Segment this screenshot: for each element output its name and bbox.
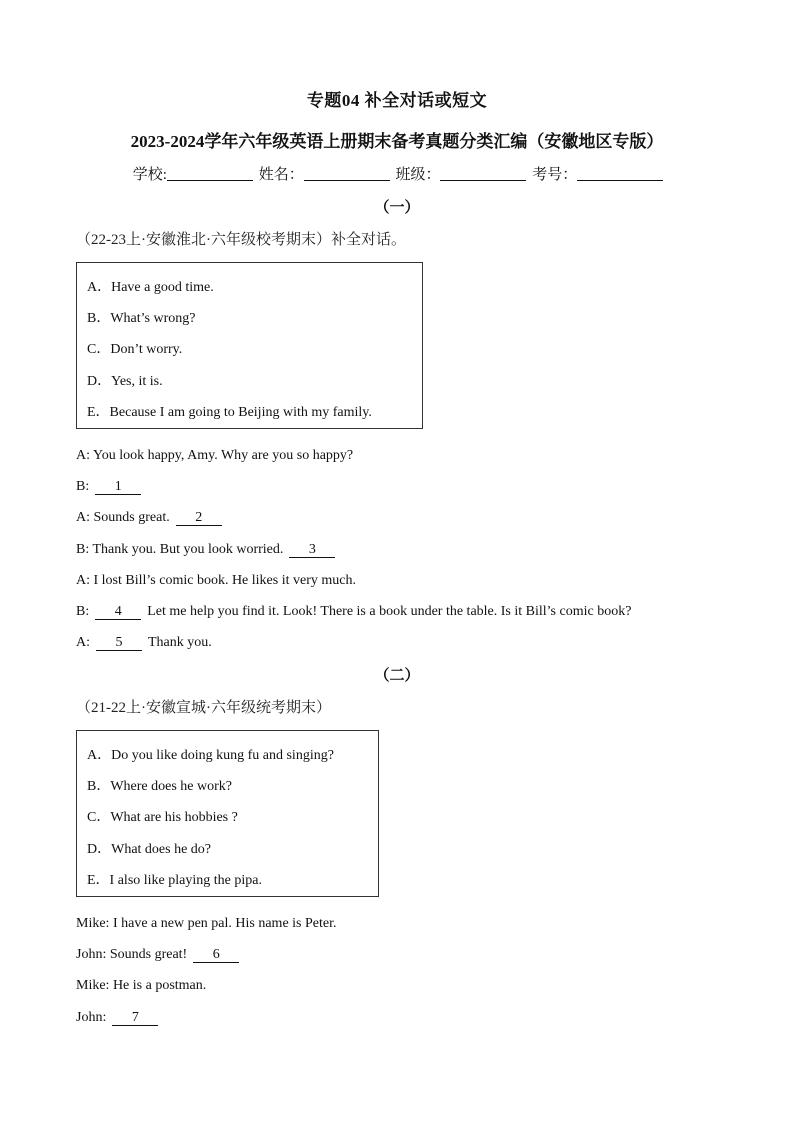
- answer-blank-7[interactable]: 7: [112, 1010, 158, 1026]
- option-b: B．What’s wrong?: [87, 311, 196, 326]
- class-label: 班级：: [395, 167, 441, 183]
- dialogue-line: B: 4 Let me help you find it. Look! There is a book under the table. Is it Bill’s comic book?: [76, 604, 632, 619]
- options-box-2: [76, 730, 379, 897]
- option-e: E．Because I am going to Beijing with my family.: [87, 405, 372, 420]
- name-blank[interactable]: [304, 166, 390, 181]
- dialogue-line: A: You look happy, Amy. Why are you so happy?: [76, 448, 354, 463]
- page-subtitle: 2023-2024学年六年级英语上册期末备考真题分类汇编（安徽地区专版）: [130, 132, 664, 151]
- dialogue-line: Mike: I have a new pen pal. His name is Peter.: [76, 916, 337, 931]
- dialogue-line: A: Sounds great. 2: [76, 510, 228, 526]
- section-heading-1: （一）: [374, 200, 420, 216]
- option-c: C．Don’t worry.: [87, 342, 183, 357]
- answer-blank-5[interactable]: 5: [96, 635, 142, 651]
- class-blank[interactable]: [440, 166, 526, 181]
- answer-blank-1[interactable]: 1: [95, 479, 141, 495]
- answer-blank-2[interactable]: 2: [176, 510, 222, 526]
- dialogue-line: John: 7: [76, 1010, 164, 1026]
- option-b: B．Where does he work?: [87, 779, 233, 794]
- answer-blank-6[interactable]: 6: [193, 947, 239, 963]
- dialogue-line: B: 1: [76, 479, 147, 495]
- options-box-1: [76, 262, 423, 429]
- exam-number-label: 考号：: [532, 167, 578, 183]
- option-c: C．What are his hobbies ?: [87, 810, 238, 825]
- student-info-line: [0, 163, 794, 184]
- answer-blank-4[interactable]: 4: [95, 604, 141, 620]
- dialogue-line: A: 5 Thank you.: [76, 635, 212, 650]
- option-a: A．Have a good time.: [87, 280, 214, 295]
- option-e: E．I also like playing the pipa.: [87, 873, 262, 888]
- section-source-1: （22-23上·安徽淮北·六年级校考期末）补全对话。: [76, 232, 406, 248]
- dialogue-line: B: Thank you. But you look worried. 3: [76, 542, 341, 558]
- exam-number-blank[interactable]: [577, 166, 663, 181]
- dialogue-line: John: Sounds great! 6: [76, 947, 245, 963]
- option-a: A．Do you like doing kung fu and singing?: [87, 748, 334, 763]
- dialogue-line: A: I lost Bill’s comic book. He likes it very much.: [76, 573, 356, 588]
- dialogue-line: Mike: He is a postman.: [76, 978, 207, 993]
- option-d: D．What does he do?: [87, 842, 212, 857]
- page-title: 专题04 补全对话或短文: [306, 91, 488, 110]
- answer-blank-3[interactable]: 3: [289, 542, 335, 558]
- school-label: 学校:: [132, 167, 167, 183]
- option-d: D．Yes, it is.: [87, 374, 163, 389]
- school-blank[interactable]: [167, 166, 253, 181]
- section-heading-2: （二）: [374, 668, 420, 684]
- name-label: 姓名：: [258, 167, 304, 183]
- section-source-2: （21-22上·安徽宣城·六年级统考期末）: [76, 700, 331, 716]
